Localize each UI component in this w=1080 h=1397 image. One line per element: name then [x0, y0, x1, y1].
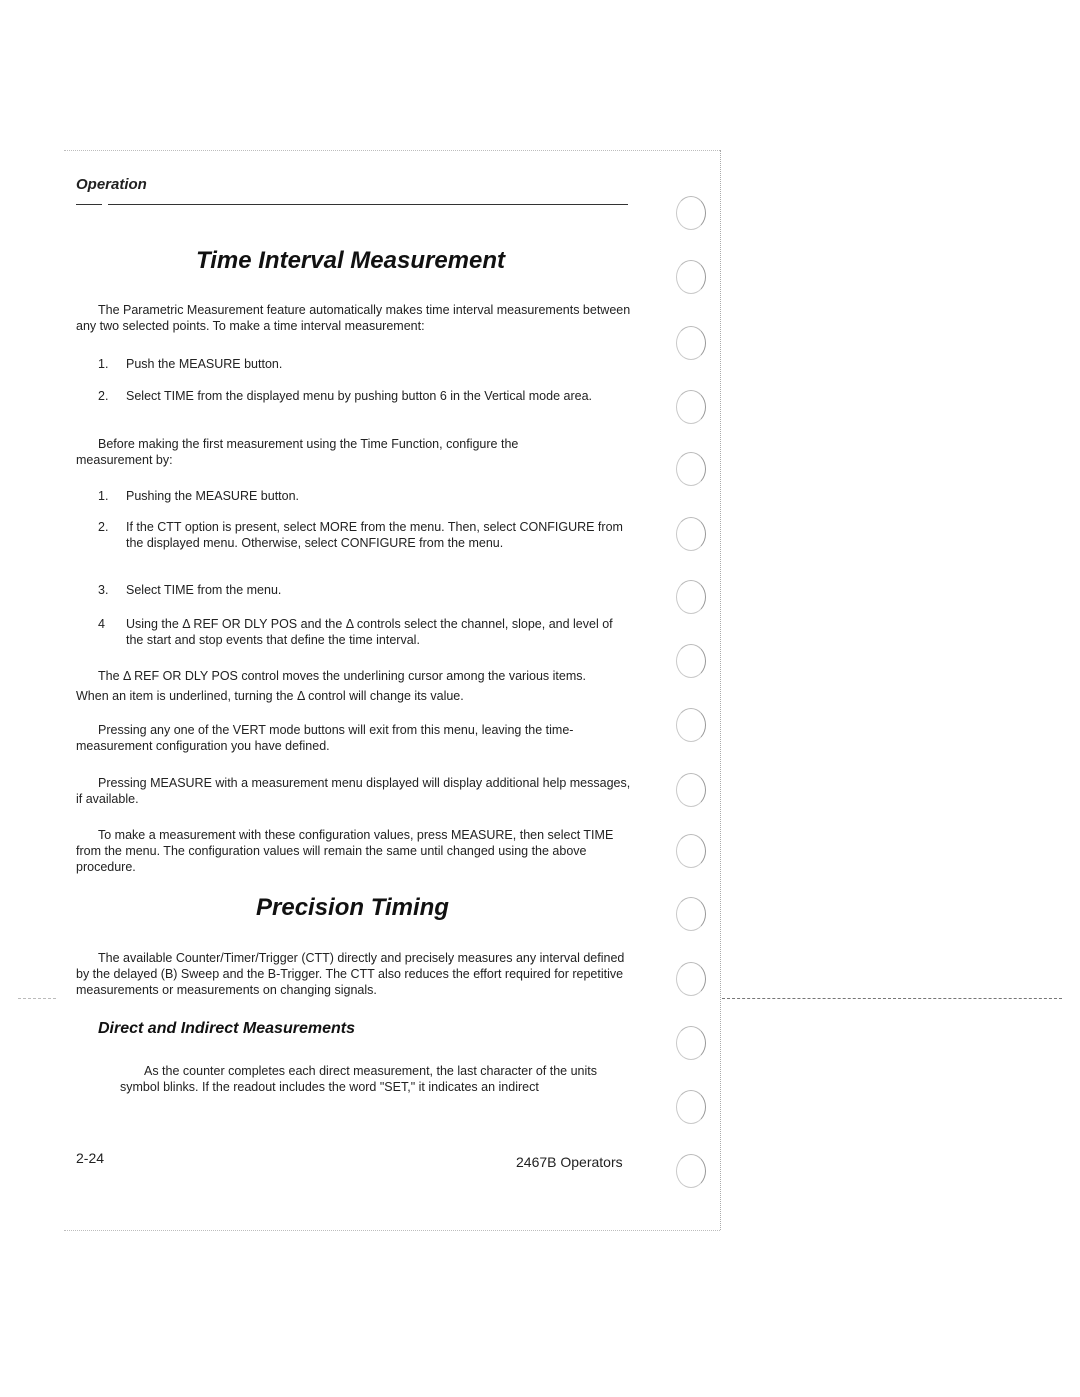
binder-hole — [676, 1090, 706, 1124]
scan-artifact-line — [18, 998, 56, 999]
page-edge-bottom — [64, 1230, 720, 1231]
binder-hole — [676, 452, 706, 486]
subsection-title: Direct and Indirect Measurements — [98, 1020, 355, 1037]
list-item-number: 1. — [98, 489, 109, 503]
section-title: Precision Timing — [256, 894, 449, 921]
binder-hole — [676, 708, 706, 742]
binder-hole — [676, 580, 706, 614]
list-item-text: Using the Δ REF OR DLY POS and the Δ controls select the channel, slope, and level of the start and stop events that define the time interval. — [126, 617, 613, 647]
list-item — [98, 388, 628, 424]
list-item — [98, 356, 628, 374]
binder-hole — [676, 1154, 706, 1188]
binder-hole — [676, 962, 706, 996]
list-item-number: 4 — [98, 617, 105, 631]
page-number: 2-24 — [76, 1150, 105, 1166]
list-item — [98, 582, 628, 600]
page-edge-top — [64, 150, 720, 151]
ctt-paragraph: The available Counter/Timer/Trigger (CTT) directly and precisely measures any interval defined by the delayed (B) Sweep and the B-Trigger. The CTT also reduces the effort required for repetitive measurements or measurements on changing signals. — [76, 951, 625, 997]
binder-hole — [676, 196, 706, 230]
header-rule-short — [76, 204, 102, 205]
binder-hole — [676, 260, 706, 294]
binder-hole — [676, 644, 706, 678]
list-item-text: If the CTT option is present, select MORE from the menu. Then, select CONFIGURE from the displayed menu. Otherwise, select CONFIGURE from the menu. — [126, 520, 623, 550]
intro-paragraph: The Parametric Measurement feature automatically makes time interval measurements between any two selected points. To make a time interval measurement: — [76, 303, 631, 333]
binder-hole — [676, 390, 706, 424]
binder-hole — [676, 326, 706, 360]
list-item-text: Push the MEASURE button. — [126, 357, 283, 371]
binder-hole — [676, 897, 706, 931]
config-paragraph: To make a measurement with these configuration values, press MEASURE, then select TIME from the menu. The configuration values will remain the same until changed using the above procedure. — [76, 828, 614, 874]
list-item — [98, 519, 628, 569]
scan-artifact-line — [722, 998, 1062, 999]
ref-paragraph: The Δ REF OR DLY POS control moves the underlining cursor among the various items. When an item is underlined, turning the Δ control will change its value. — [76, 669, 586, 703]
before-paragraph: Before making the first measurement using the Time Function, configure the measurement by: — [76, 437, 519, 467]
page-title: Time Interval Measurement — [196, 247, 506, 274]
section-label: Operation — [76, 176, 147, 193]
list-item-number: 2. — [98, 389, 109, 403]
vert-paragraph: Pressing any one of the VERT mode buttons will exit from this menu, leaving the time-measurement configuration you have defined. — [76, 723, 574, 753]
list-item-number: 2. — [98, 520, 109, 534]
direct-paragraph: As the counter completes each direct measurement, the last character of the units symbol blinks. If the readout includes the word "SET," it indicates an indirect — [120, 1064, 598, 1094]
binder-hole — [676, 834, 706, 868]
list-item-text: Pushing the MEASURE button. — [126, 489, 300, 503]
list-item-number: 1. — [98, 357, 109, 371]
list-item — [98, 488, 628, 506]
binder-hole — [676, 1026, 706, 1060]
header-rule — [108, 204, 628, 205]
manual-name: 2467B Operators — [516, 1154, 623, 1170]
list-item-text: Select TIME from the displayed menu by pushing button 6 in the Vertical mode area. — [126, 389, 593, 403]
binder-hole — [676, 517, 706, 551]
measure-paragraph: Pressing MEASURE with a measurement menu displayed will display additional help messages, if available. — [76, 776, 631, 806]
list-item-text: Select TIME from the menu. — [126, 583, 282, 597]
list-item — [98, 616, 628, 650]
binder-hole — [676, 773, 706, 807]
page-edge-right — [720, 150, 721, 1230]
list-item-number: 3. — [98, 583, 109, 597]
